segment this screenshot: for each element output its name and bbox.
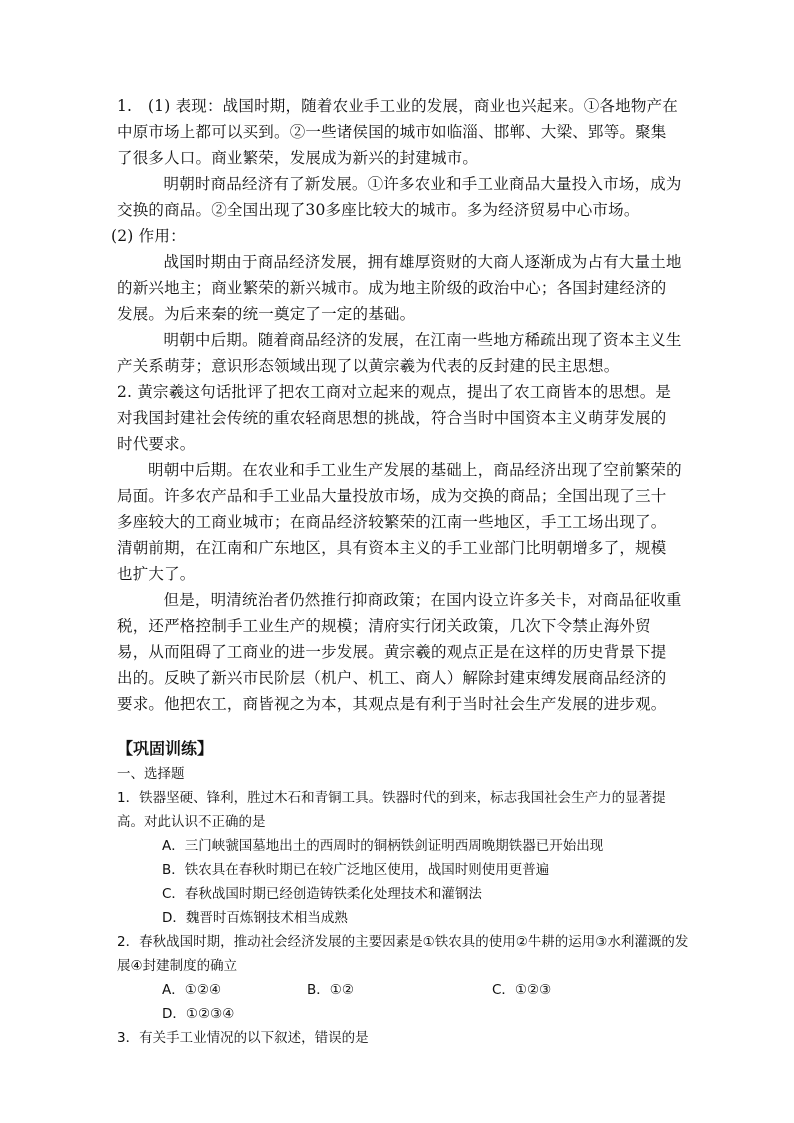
question-1-option-b: B．铁农具在春秋时期已在较广泛地区使用，战国时则使用更普遍 [162,862,550,878]
section-title: 【巩固训练】 [117,739,214,758]
answer-1-warring-states: 战国时期由于商品经济发展，拥有雄厚资财的大商人逐渐成为占有大量土地的新兴地主；商业繁荣的新兴城市。成为地主阶级的政治中心；各国封建经济的发展。为后来秦的统一奠定了一定的基础。 [117,253,682,323]
answer-2: 2. 黄宗羲这句话批评了把农工商对立起来的观点，提出了农工商皆本的思想。是对我国封建社会传统的重农轻商思想的挑战，符合当时中国资本主义萌芽发展的时代要求。 [117,383,672,453]
question-1-stem: 1．铁器坚硬、锋利，胜过木石和青铜工具。铁器时代的到来，标志我国社会生产力的显著提高。对此认识不正确的是 [117,790,666,830]
question-3-stem: 3．有关手工业情况的以下叙述，错误的是 [117,1030,369,1046]
answer-1-mid-ming: 明朝中后期。随着商品经济的发展，在江南一些地方稀疏出现了资本主义生产关系萌芽；意识形态领域出现了以黄宗羲为代表的反封建的民主思想。 [117,331,682,375]
answer-1-ming: 明朝时商品经济有了新发展。①许多农业和手工业商品大量投入市场，成为交换的商品。②全国出现了30多座比较大的城市。多为经济贸易中心市场。 [117,175,682,219]
answer-block [111,93,682,717]
answer-2-ming-economy: 明朝中后期。在农业和手工业生产发展的基础上，商品经济出现了空前繁荣的局面。许多农产品和手工业品大量投放市场，成为交换的商品；全国出现了三十多座较大的工商业城市；在商品经济较繁荣的江南一些地区，手工工场出现了。清朝前期，在江南和广东地区，具有资本主义的手工业部门比明朝增多了，规模也扩大了。 [117,461,682,583]
question-2-options-row [117,978,689,1002]
question-1-option-d: D．魏晋时百炼钢技术相当成熟 [162,910,348,926]
question-1-option-c: C．春秋战国时期已经创造铸铁柔化处理技术和灌钢法 [162,886,482,902]
question-2-option-a: A．①②④ [162,982,222,998]
question-2-option-c: C．①②③ [492,982,552,998]
answer-1-expression: 1. (1) 表现：战国时期，随着农业手工业的发展，商业也兴起来。①各地物产在中原市场上都可以买到。②一些诸侯国的城市如临淄、邯郸、大梁、郢等。聚集了很多人口。商业繁荣，发展成为新兴的封建城市。 [117,97,678,167]
question-2-option-d: D．①②③④ [162,1006,235,1022]
question-2-stem: 2．春秋战国时期，推动社会经济发展的主要因素是①铁农具的使用②牛耕的运用③水利灌溉的发展④封建制度的确立 [117,934,689,974]
answer-1-effect-label: (2) 作用： [111,227,186,245]
question-2-option-b: B．①② [307,982,354,998]
answer-2-restriction: 但是，明清统治者仍然推行抑商政策；在国内设立许多关卡，对商品征收重税，还严格控制手工业生产的规模；清府实行闭关政策，几次下令禁止海外贸易，从而阻碍了工商业的进一步发展。黄宗羲的观点正是在这样的历史背景下提出的。反映了新兴市民阶层（机户、机工、商人）解除封建束缚发展商品经济的要求。他把农工，商皆视之为本，其观点是有利于当时社会生产发展的进步观。 [117,591,682,713]
section-subtitle: 一、选择题 [117,766,185,782]
question-block [117,762,689,1050]
question-1-option-a: A．三门峡虢国墓地出土的西周时的铜柄铁剑证明西周晚期铁器已开始出现 [162,838,604,854]
